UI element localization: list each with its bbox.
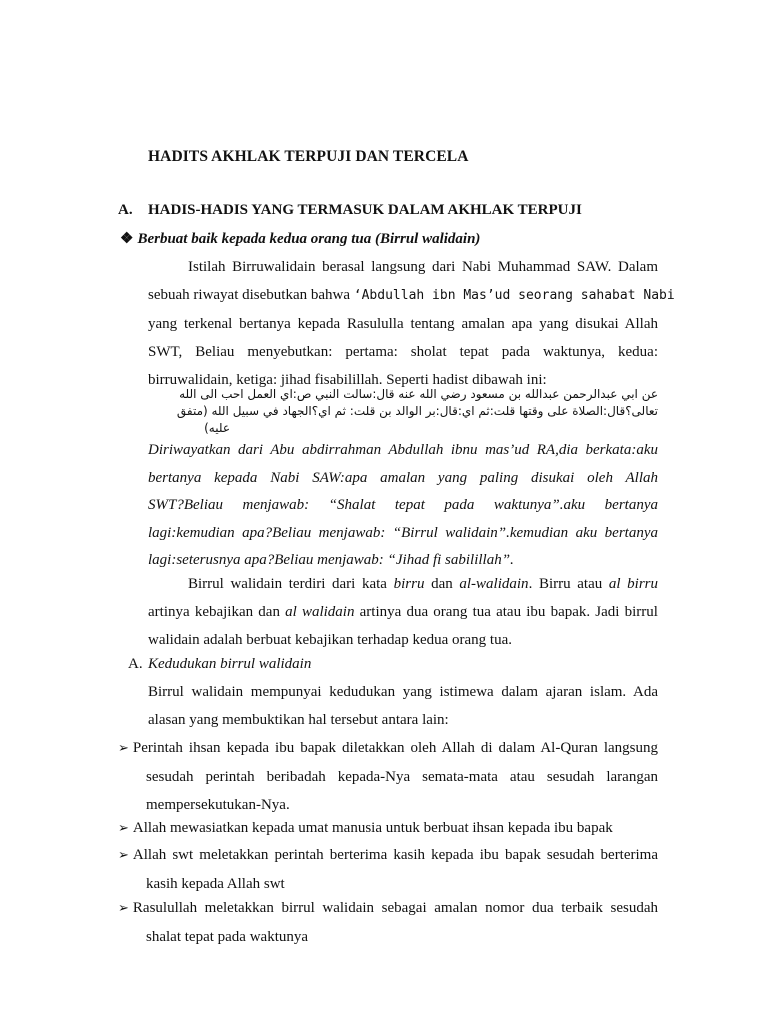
bullet-line [118, 894, 658, 923]
bullet-line: sesudah perintah beribadah kepada-Nya semata-mata atau sesudah larangan [146, 769, 658, 785]
translation-line: Diriwayatkan dari Abu abdirrahman Abdullah ibnu mas’ud RA,dia berkata:aku [148, 442, 658, 458]
text-run: artinya dua orang tua atau ibu bapak. Jadi birrul [354, 604, 658, 620]
paragraph-line: Istilah Birruwalidain berasal langsung dari Nabi Muhammad SAW. Dalam [188, 259, 658, 275]
text-run-italic: al walidain [285, 604, 355, 620]
text-run-italic: birru [393, 576, 425, 592]
paragraph-line: SWT, Beliau menyebutkan: pertama: sholat tepat pada waktunya, kedua: [148, 344, 658, 360]
arabic-hadith [150, 386, 658, 437]
paragraph-line [148, 598, 658, 626]
arrow-bullet-icon: ➢ [118, 741, 129, 756]
paragraph-line [148, 570, 658, 598]
paragraph-kedudukan [148, 678, 658, 734]
text-run: ‘Abdullah ibn Mas’ud seorang sahabat Nabi [353, 288, 675, 303]
bullet-line: mempersekutukan-Nya. [146, 797, 290, 813]
bullet-text: Perintah ihsan kepada ibu bapak diletakkan oleh Allah di dalam Al-Quran langsung [132, 740, 658, 756]
bullet-text: Allah mewasiatkan kepada umat manusia untuk berbuat ihsan kepada ibu bapak [132, 820, 613, 836]
bullet-text: Allah swt meletakkan perintah berterima kasih kepada ibu bapak sesudah berterima [132, 847, 658, 863]
arabic-line: تعالى؟قال:الصلاة على وقتها قلت:ثم اي:قال:بر الوالد بن قلت: ثم اي؟الجهاد في سبيل الله (متفق [176, 404, 658, 418]
bullet-item [118, 734, 658, 819]
section-label: HADIS-HADIS YANG TERMASUK DALAM AKHLAK TERPUJI [148, 202, 582, 218]
paragraph-definition [148, 570, 658, 654]
bullet-line: shalat tepat pada waktunya [146, 929, 309, 945]
translation-line: SWT?Beliau menjawab: “Shalat tepat pada waktunya”.aku bertanya [148, 497, 658, 513]
bullet-item [118, 814, 658, 843]
arabic-line: عليه) [204, 421, 230, 435]
section-number: A. [118, 202, 133, 218]
bullet-line [118, 814, 658, 843]
hadith-translation [148, 437, 658, 575]
text-run-italic: al birru [608, 576, 659, 592]
bullet-item [118, 894, 658, 951]
text-run-italic: al-walidain [459, 576, 529, 592]
text-run: Birrul walidain terdiri dari kata [188, 576, 394, 592]
translation-line: lagi:seterusnya apa?Beliau menjawab: “Jihad fi sabilillah”. [148, 552, 514, 568]
text-run: dan [424, 576, 460, 592]
subsection-heading [120, 229, 480, 248]
section-heading-a [118, 202, 582, 219]
document-title: HADITS AKHLAK TERPUJI DAN TERCELA [148, 148, 469, 165]
arabic-line: عن ابي عبدالرحمن عبدالله بن مسعود رضي الله عنه قال:سالت النبي ص:اي العمل احب الى الله [179, 387, 658, 401]
bullet-text: Rasulullah meletakkan birrul walidain sebagai amalan nomor dua terbaik sesudah [132, 900, 658, 916]
bullet-line [118, 841, 658, 870]
diamond-bullet-icon: ❖ [120, 231, 134, 247]
text-run: artinya kebajikan dan [148, 604, 286, 620]
paragraph-line: yang terkenal bertanya kepada Rasululla tentang amalan apa yang disukai Allah [148, 316, 658, 332]
bullet-item [118, 841, 658, 898]
bullet-line: kasih kepada Allah swt [146, 876, 285, 892]
subsection-label: Berbuat baik kepada kedua orang tua (Birrul walidain) [137, 231, 481, 247]
paragraph-line: alasan yang membuktikan hal tersebut antara lain: [148, 712, 449, 728]
paragraph-line [148, 281, 675, 310]
arrow-bullet-icon: ➢ [118, 821, 129, 836]
subheading-kedudukan [128, 656, 311, 673]
subheading-number: A. [128, 656, 143, 672]
paragraph-birruwalidain [148, 253, 675, 394]
text-run: sebuah riwayat disebutkan bahwa [148, 287, 354, 303]
text-run: . Birru atau [528, 576, 609, 592]
translation-line: bertanya kepada Nabi SAW:apa amalan yang paling disukai oleh Allah [148, 469, 658, 486]
paragraph-line: Birrul walidain mempunyai kedudukan yang istimewa dalam ajaran islam. Ada [148, 684, 658, 700]
subheading-label: Kedudukan birrul walidain [148, 656, 312, 672]
paragraph-line: walidain adalah berbuat kebajikan terhadap kedua orang tua. [148, 632, 513, 648]
paragraph-line: birruwalidain, ketiga: jihad fisabilillah. Seperti hadist dibawah ini: [148, 372, 547, 388]
bullet-line [118, 734, 658, 763]
arrow-bullet-icon: ➢ [118, 848, 129, 863]
translation-line: lagi:kemudian apa?Beliau menjawab: “Birrul walidain”.kemudian aku bertanya [148, 524, 658, 541]
arrow-bullet-icon: ➢ [118, 901, 129, 916]
